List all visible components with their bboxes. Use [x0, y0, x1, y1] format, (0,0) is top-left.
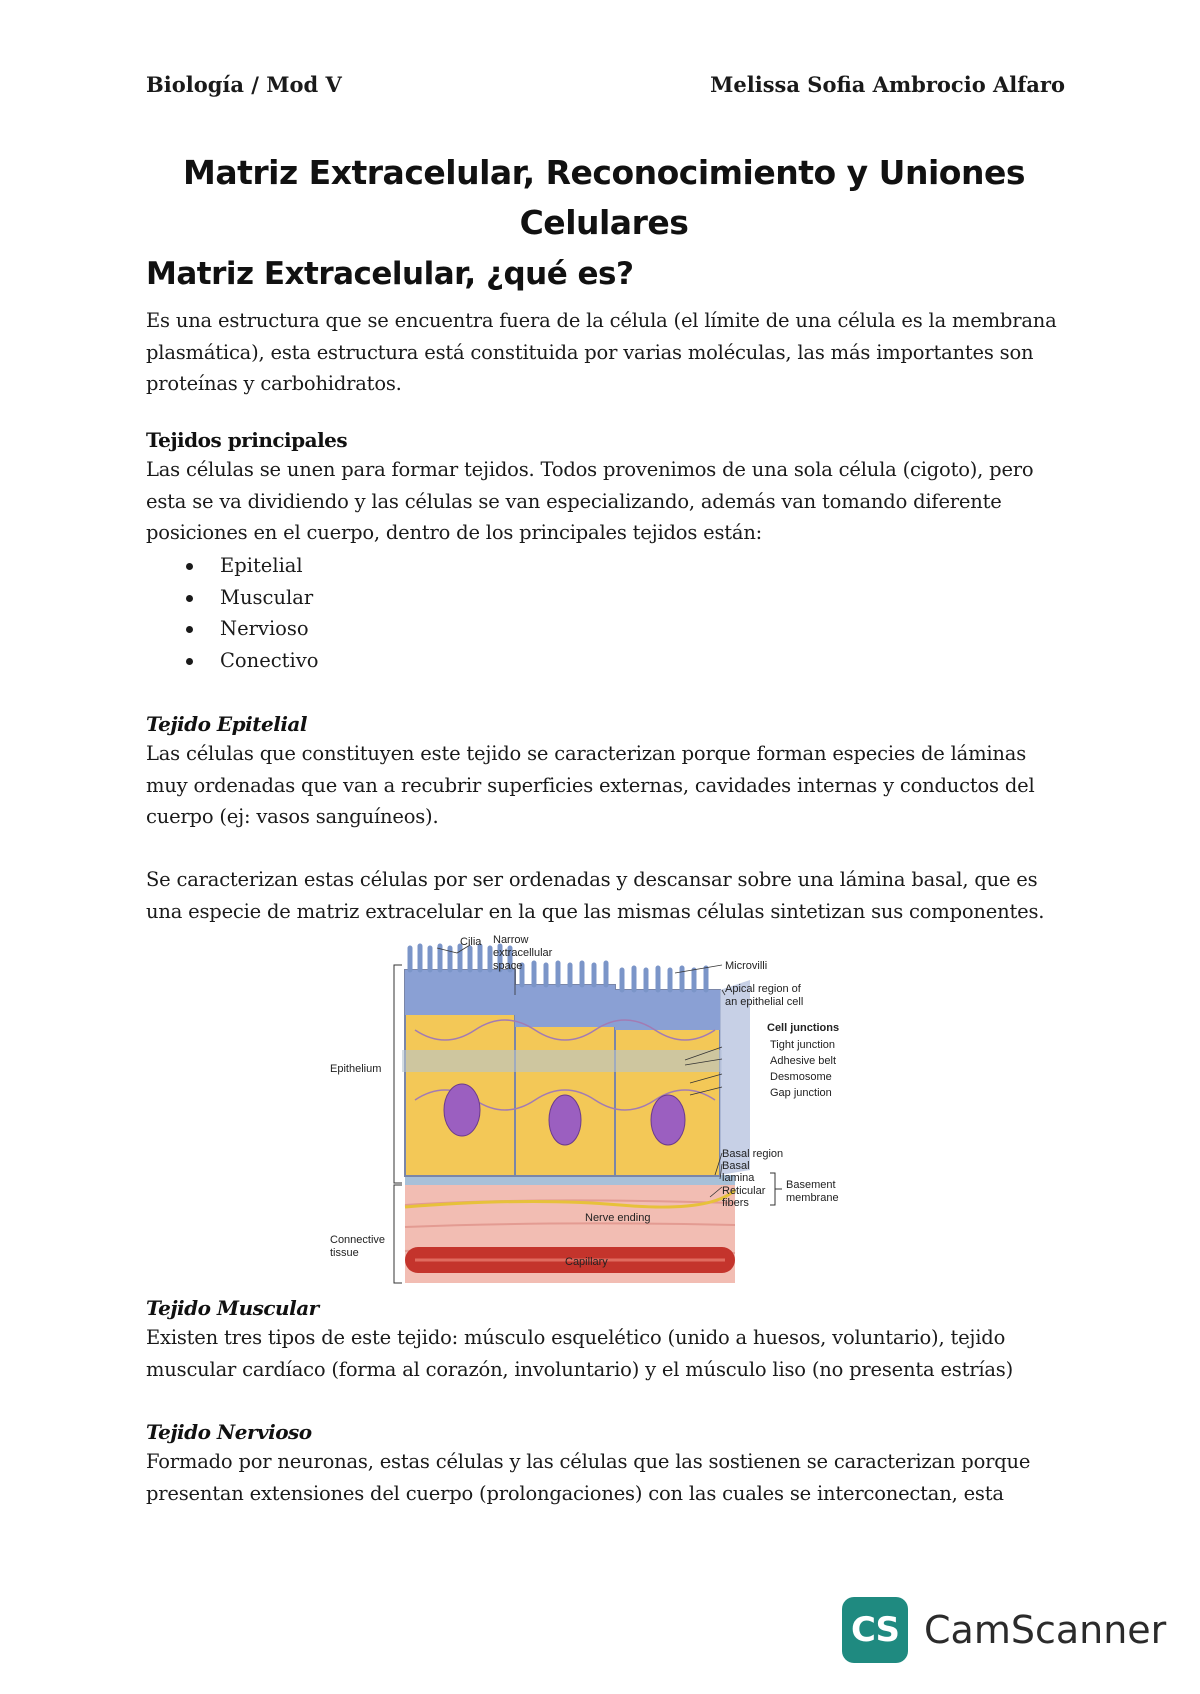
label-basal-lamina: lamina [722, 1172, 755, 1184]
label-connective: tissue [330, 1247, 359, 1259]
label-desmosome: Desmosome [770, 1071, 832, 1083]
camscanner-logo-icon: CS [842, 1597, 908, 1663]
label-gap-junction: Gap junction [770, 1087, 832, 1099]
list-item: Conectivo [146, 645, 319, 677]
label-capillary: Capillary [565, 1256, 608, 1268]
title-line-1: Matriz Extracelular, Reconocimiento y Uniones [183, 153, 1025, 192]
paragraph-epitelial-2: Se caracterizan estas células por ser ordenadas y descansar sobre una lámina basal, que es una especie de matriz extracelular en la que las mismas células sintetizan sus componentes. [146, 868, 1045, 923]
camscanner-name: CamScanner [924, 1608, 1167, 1652]
epithelial-cells [402, 946, 750, 1176]
header-author: Melissa Sofia Ambrocio Alfaro [710, 72, 1065, 97]
label-apical: an epithelial cell [725, 996, 804, 1008]
title-line-2: Celulares [519, 203, 689, 242]
label-narrow: Narrow [493, 935, 529, 946]
paragraph-nervioso: Formado por neuronas, estas células y las células que las sostienen se caracterizan porque presentan extensiones del cuerpo (prolongaciones) con las cuales se interconectan, esta [146, 1450, 1031, 1505]
header-course: Biología / Mod V [146, 72, 342, 97]
paragraph-tejidos: Las células se unen para formar tejidos. Todos provenimos de una sola célula (cigoto), pero esta se va dividiendo y las células se van especializando, además van tomando diferente posiciones en el cuerpo, dentro de los principales tejidos están: [146, 458, 1034, 544]
label-adhesive-belt: Adhesive belt [770, 1055, 837, 1067]
label-basement: Basement [786, 1179, 836, 1191]
nucleus [549, 1095, 581, 1145]
label-epithelium: Epithelium [330, 1063, 382, 1075]
list-item: Epitelial [146, 550, 319, 582]
label-narrow: space [493, 960, 523, 972]
subheading-tejido-epitelial: Tejido Epitelial [146, 712, 307, 736]
label-reticular: Reticular [722, 1185, 766, 1197]
nucleus [444, 1084, 480, 1136]
subheading-tejido-nervioso: Tejido Nervioso [146, 1420, 312, 1444]
label-reticular: fibers [722, 1197, 749, 1209]
label-basal-lamina: Basal [722, 1160, 750, 1172]
epithelium-diagram [330, 935, 890, 1290]
section-heading-matriz: Matriz Extracelular, ¿qué es? [146, 256, 634, 292]
label-microvilli: Microvilli [725, 960, 768, 972]
list-item: Nervioso [146, 613, 319, 645]
paragraph-muscular: Existen tres tipos de este tejido: músculo esquelético (unido a huesos, voluntario), tejido muscular cardíaco (forma al corazón, involuntario) y el músculo liso (no presenta estrías) [146, 1326, 1014, 1381]
paragraph-epitelial-1: Las células que constituyen este tejido se caracterizan porque forman especies de láminas muy ordenadas que van a recubrir superficies externas, cavidades internas y conductos del cuerpo (ej: vasos sanguíneos). [146, 742, 1035, 828]
label-tight-junction: Tight junction [770, 1039, 836, 1051]
subheading-tejido-muscular: Tejido Muscular [146, 1296, 319, 1320]
label-basal-region: Basal region [722, 1148, 784, 1160]
nucleus [651, 1095, 685, 1145]
list-item: Muscular [146, 582, 319, 614]
subheading-tejidos-principales: Tejidos principales [146, 428, 348, 452]
label-cell-junctions: Cell junctions [767, 1022, 840, 1034]
label-connective: Connective [330, 1234, 386, 1246]
label-basement: membrane [786, 1192, 839, 1204]
camscanner-watermark [842, 1597, 1166, 1663]
label-apical: Apical region of [725, 983, 801, 995]
label-narrow: extracellular [493, 947, 553, 959]
paragraph-matriz: Es una estructura que se encuentra fuera de la célula (el límite de una célula es la membrana plasmática), esta estructura está constituida por varias moléculas, las más importantes son proteínas y carbohidratos. [146, 309, 1057, 395]
label-nerve-ending: Nerve ending [585, 1212, 651, 1224]
label-cilia: Cilia [460, 936, 482, 948]
document-title [146, 148, 1062, 248]
tissue-list [146, 550, 319, 676]
